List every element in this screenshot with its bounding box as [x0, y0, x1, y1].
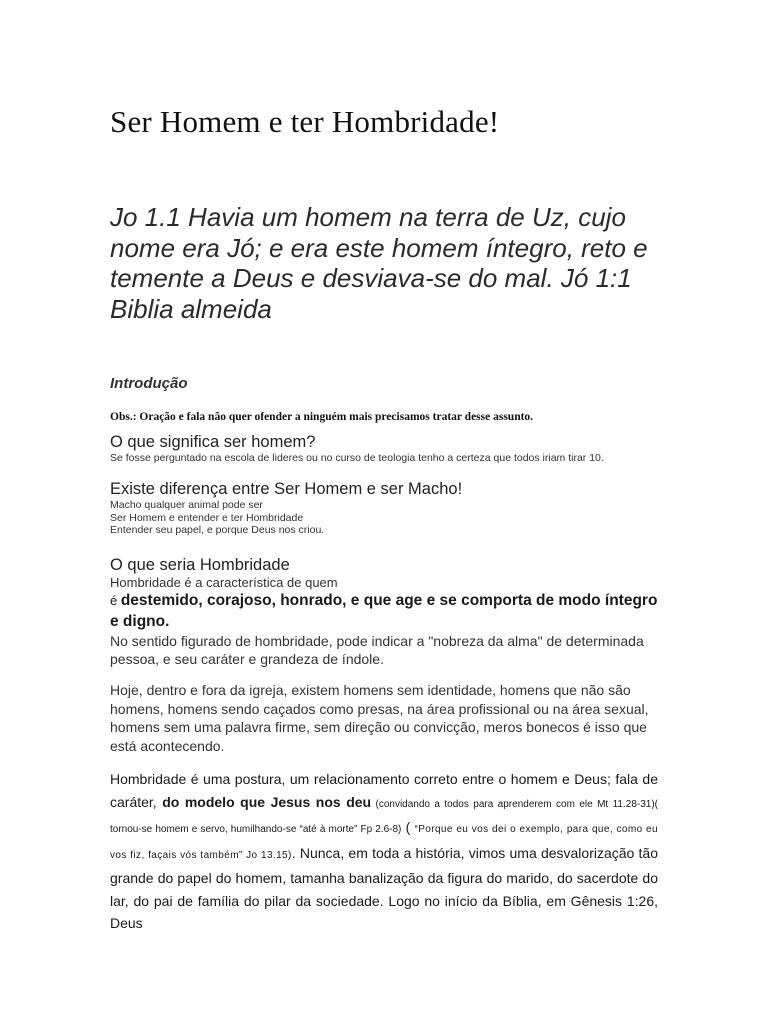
paragraph-paren: (	[401, 819, 415, 835]
section-heading: Existe diferença entre Ser Homem e ser Macho!	[110, 480, 463, 498]
section-line: Entender seu papel, e porque Deus nos criou.	[110, 524, 325, 536]
section-heading: O que seria Hombridade	[110, 556, 290, 574]
paragraph-identity: Hoje, dentro e fora da igreja, existem homens sem identidade, homens que não são homens, homens sendo caçados como presas, na área profissional ou na área sexual, homens sem uma palavra firme, sem direção ou convicção, meros bonecos é isso que está acontecendo.	[110, 682, 649, 754]
section-man-vs-macho	[110, 480, 670, 537]
paragraph-quote: “Porque eu vos dei o exemplo, para que, como eu vos fiz, façais vós também” Jo 13.15)	[110, 824, 658, 861]
definition-prefix: é	[110, 593, 121, 608]
section-line: Ser Homem e entender e ter Hombridade	[110, 511, 304, 524]
definition-body: No sentido figurado de hombridade, pode indicar a "nobreza da alma" de determinada pessoa, e seu caráter e grandeza de índole.	[110, 633, 644, 667]
definition-bold	[110, 590, 658, 632]
definition-line: Hombridade é a característica de quem	[110, 575, 338, 590]
paragraph-text: . Nunca, em toda a história, vimos uma desvalorização tão grande do papel do homem, tamanha banalização da figura do marido, do sacerdote do lar, do pai de família do pilar da sociedade. Logo no início da Bíblia, em Gênesis 1:26, Deus	[110, 844, 658, 931]
definition-bold-text: destemido, corajoso, honrado, e que age e se comporta de modo íntegro e digno.	[110, 592, 658, 630]
bible-verse: Jo 1.1 Havia um homem na terra de Uz, cujo nome era Jó; e era este homem íntegro, reto e temente a Deus e desviava-se do mal. Jó 1:1 Biblia almeida	[110, 202, 648, 324]
section-hombridade	[110, 556, 658, 668]
section-heading: O que significa ser homem?	[110, 433, 316, 451]
section-text: Se fosse perguntado na escola de lideres ou no curso de teologia tenho a certeza que todos iriam tirar 10.	[110, 452, 604, 464]
paragraph-bold: do modelo que Jesus nos deu	[162, 793, 372, 810]
paragraph-text: Hombridade é uma postura, um relacionamento correto entre o homem e Deus; fala de caráter,	[110, 771, 658, 810]
section-what-is-man	[110, 433, 670, 465]
paragraph-hombridade-posture	[110, 768, 658, 935]
section-line: Macho qualquer animal pode ser	[110, 499, 263, 511]
intro-heading: Introdução	[110, 375, 188, 392]
obs-note: Obs.: Oração e fala não quer ofender a ninguém mais precisamos tratar desse assunto.	[110, 411, 534, 423]
paragraph-reference: (convidando a todos para aprenderem com ele Mt 11.28-31)( tornou-se homem e servo, humilhando-se “até à morte” Fp 2.6-8)	[110, 798, 658, 835]
page-title: Ser Homem e ter Hombridade!	[110, 104, 500, 139]
